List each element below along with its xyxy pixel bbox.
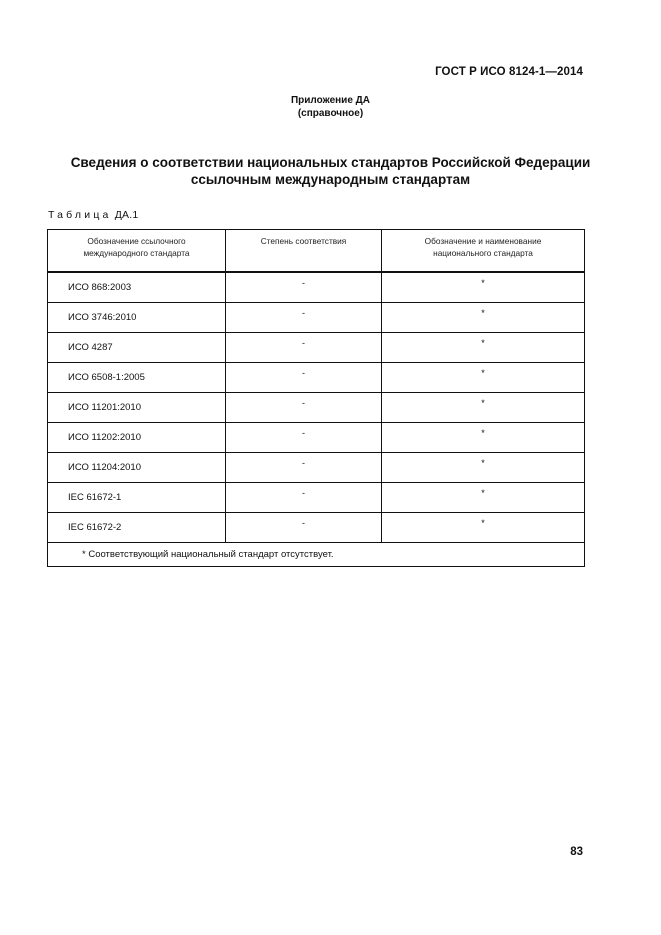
cell-national-standard: * — [382, 483, 585, 513]
title-line-2: ссылочным международным стандартам — [190, 172, 471, 187]
cell-international-standard: IEC 61672-2 — [48, 513, 226, 543]
table-footnote: * Соответствующий национальный стандарт отсутствует. — [48, 543, 585, 567]
table-row — [48, 272, 585, 303]
cell-international-standard: ИСО 11202:2010 — [48, 423, 226, 453]
cell-national-standard: * — [382, 423, 585, 453]
cell-degree-of-conformity: - — [226, 363, 382, 393]
cell-degree-of-conformity: - — [226, 483, 382, 513]
table-row — [48, 363, 585, 393]
cell-degree-of-conformity: - — [226, 303, 382, 333]
table-row — [48, 393, 585, 423]
table-header-row — [48, 230, 585, 273]
cell-national-standard: * — [382, 272, 585, 303]
header-international-standard: Обозначение ссылочного международного стандарта — [48, 230, 226, 273]
cell-international-standard: ИСО 6508-1:2005 — [48, 363, 226, 393]
cell-national-standard: * — [382, 513, 585, 543]
cell-international-standard: ИСО 4287 — [48, 333, 226, 363]
document-code: ГОСТ Р ИСО 8124-1—2014 — [435, 66, 583, 78]
header-degree-of-conformity: Степень соответствия — [226, 230, 382, 273]
cell-international-standard: ИСО 3746:2010 — [48, 303, 226, 333]
cell-national-standard: * — [382, 333, 585, 363]
cell-international-standard: IEC 61672-1 — [48, 483, 226, 513]
cell-national-standard: * — [382, 393, 585, 423]
title-line-1: Сведения о соответствии национальных стандартов Российской Федерации — [70, 155, 591, 170]
cell-degree-of-conformity: - — [226, 393, 382, 423]
table-caption-word: Таблица — [48, 209, 112, 221]
cell-international-standard: ИСО 868:2003 — [48, 272, 226, 303]
page-title — [0, 154, 661, 188]
annex-heading — [0, 94, 661, 120]
table-row — [48, 423, 585, 453]
cell-national-standard: * — [382, 303, 585, 333]
table-row — [48, 453, 585, 483]
table-row — [48, 483, 585, 513]
table-caption — [48, 209, 138, 221]
standards-table — [47, 229, 585, 567]
cell-national-standard: * — [382, 363, 585, 393]
cell-degree-of-conformity: - — [226, 453, 382, 483]
cell-international-standard: ИСО 11204:2010 — [48, 453, 226, 483]
table-caption-id: ДА.1 — [114, 209, 139, 221]
header-national-standard: Обозначение и наименование национального стандарта — [382, 230, 585, 273]
table-row — [48, 513, 585, 543]
table-footnote-row — [48, 543, 585, 567]
cell-international-standard: ИСО 11201:2010 — [48, 393, 226, 423]
cell-degree-of-conformity: - — [226, 423, 382, 453]
table-row — [48, 303, 585, 333]
cell-degree-of-conformity: - — [226, 333, 382, 363]
annex-subtitle: (справочное) — [297, 108, 364, 119]
cell-degree-of-conformity: - — [226, 272, 382, 303]
annex-title: Приложение ДА — [290, 95, 371, 106]
cell-national-standard: * — [382, 453, 585, 483]
page-number: 83 — [570, 846, 583, 858]
table-row — [48, 333, 585, 363]
cell-degree-of-conformity: - — [226, 513, 382, 543]
